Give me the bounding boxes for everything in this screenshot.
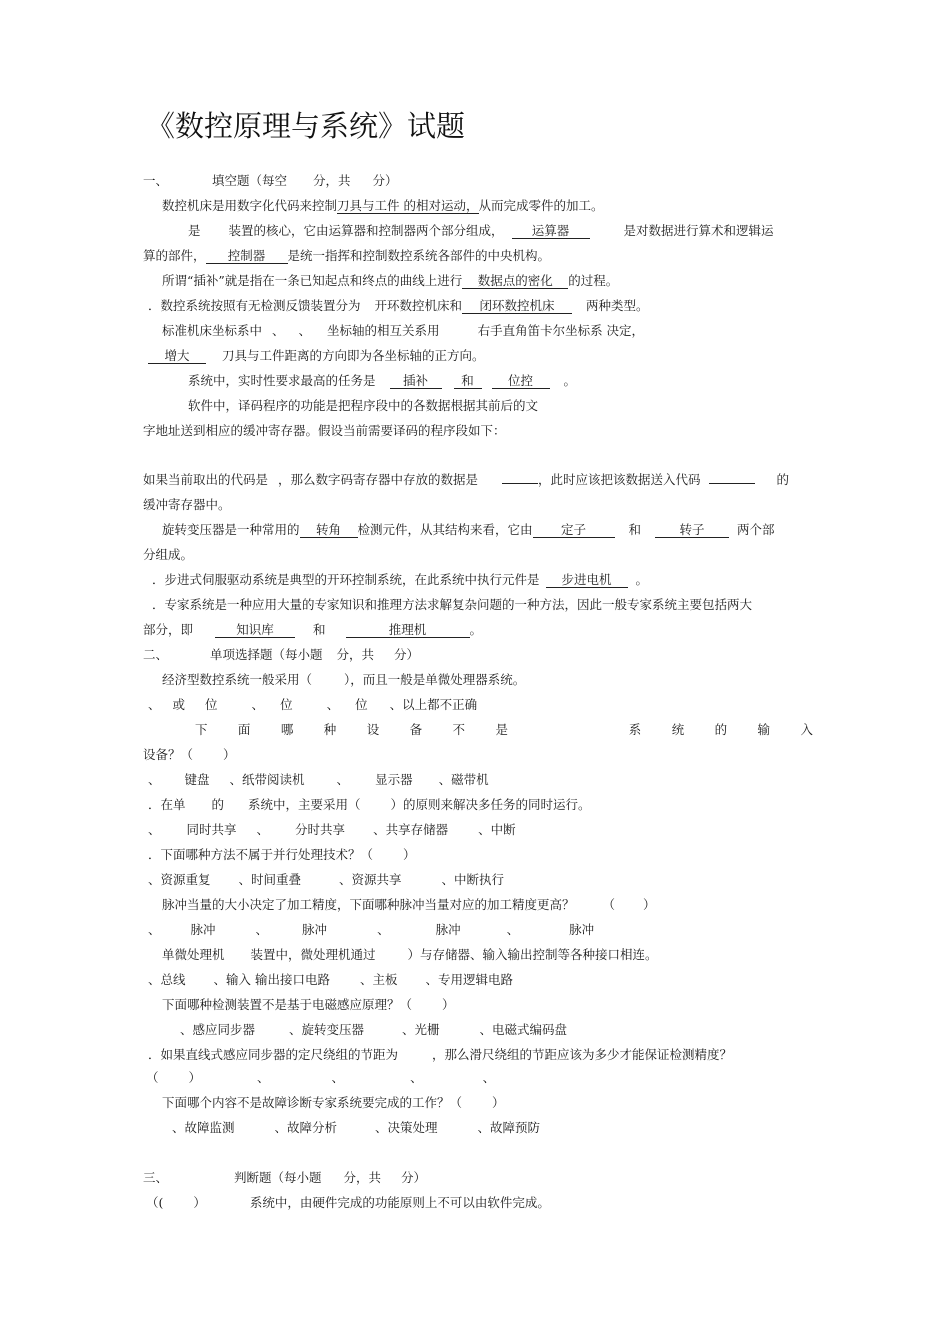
fill-question-2-cont: 算的部件， 控制器 是统一指挥和控制数控系统各部件的中央机构。 [143, 248, 551, 263]
answer-blank: 转子 [655, 523, 729, 538]
choice-question-7-options: 、感应同步器 、旋转变压器 、光栅 、电磁式编码盘 [180, 1022, 568, 1037]
fill-question-9: ．步进式伺服驱动系统是典型的开环控制系统，在此系统中执行元件是 步进电机 。 [152, 572, 649, 587]
choice-question-4-options: 、资源重复 、时间重叠 、资源共享 、中断执行 [148, 872, 505, 887]
fill-question-6: 系统中，实时性要求最高的任务是 插补 和 位控 。 [188, 373, 577, 388]
answer-blank: 推理机 [346, 623, 470, 638]
choice-question-2: 下 面 哪 种 设 备 不 是 系 统 的 输 入 [195, 722, 813, 737]
section-1-number: 一、 [143, 173, 169, 188]
answer-blank: 定子 [533, 523, 615, 538]
fill-question-2: 是 装置的核心，它由运算器和控制器两个部分组成， 运算器 是对数据进行算术和逻辑运 [188, 223, 774, 238]
fill-question-10-cont: 部分，即 知识库 和 推理机 。 [143, 622, 483, 637]
answer-blank: 数据点的密化 [462, 274, 568, 289]
section-1-heading: 一、 填空题（每空 分，共 分） [143, 173, 398, 188]
choice-question-3: ．在单 的 系统中，主要采用（ ）的原则来解决多任务的同时运行。 [148, 797, 591, 812]
choice-question-3-options: 、 同时共享 、 分时共享 、共享存储器 、中断 [148, 822, 516, 837]
answer-blank: 刀具与工件 的相对运动， [337, 198, 479, 213]
fill-question-8-cont: 分组成。 [143, 547, 194, 562]
fill-question-5-cont: 增大 刀具与工件距离的方向即为各坐标轴的正方向。 [148, 348, 485, 364]
fill-question-4: ．数控系统按照有无检测反馈装置分为 开环数控机床和 闭环数控机床 两种类型。 [148, 298, 649, 313]
answer-blank: 步进电机 [546, 573, 628, 588]
choice-question-1: 经济型数控系统一般采用（ ），而且一般是单微处理器系统。 [162, 672, 526, 687]
fill-question-3: 所谓“插补”就是指在一条已知起点和终点的曲线上进行 数据点的密化 的过程。 [162, 273, 619, 288]
choice-question-6-options: 、总线 、输入 输出接口电路 、主板 、专用逻辑电路 [148, 972, 514, 987]
answer-blank: 插补 [390, 374, 442, 389]
choice-question-1-options: 、 或 位 、 位 、 位 、以上都不正确 [148, 697, 478, 712]
fill-question-1: 数控机床是用数字化代码来控制刀具与工件 的相对运动，从而完成零件的加工。 [162, 198, 604, 213]
answer-blank [502, 483, 538, 484]
fill-question-5: 标准机床坐标系中 、 、 坐标轴的相互关系用 右手直角笛卡尔坐标系 决定， [162, 323, 645, 338]
section-3-heading: 三、 判断题（每小题 分，共 分） [143, 1170, 427, 1185]
answer-blank: 控制器 [206, 249, 288, 264]
section-2-heading: 二、 单项选择题（每小题 分，共 分） [143, 647, 420, 662]
choice-question-5-options: 、 脉冲 、 脉冲 、 脉冲 、 脉冲 [148, 922, 595, 937]
choice-question-8-options: （ ） 、 、 、 、 [146, 1070, 496, 1085]
section-2-number: 二、 [143, 647, 169, 662]
answer-blank [709, 483, 755, 484]
fill-question-8: 旋转变压器是一种常用的 转角 检测元件，从其结构来看，它由 定子 和 转子 两个部 [162, 522, 775, 537]
answer-blank: 知识库 [215, 623, 295, 638]
choice-question-6: 单微处理机 装置中，微处理机通过 ）与存储器、输入输出控制等各种接口相连。 [162, 947, 658, 962]
choice-question-2-cont: 设备？（ ） [143, 747, 236, 762]
answer-blank: 增大 [148, 349, 206, 364]
judge-question-1: （( ） 系统中，由硬件完成的功能原则上不可以由软件完成。 [146, 1195, 550, 1210]
answer-blank: 闭环数控机床 [462, 299, 572, 314]
fill-question-7-end: 缓冲寄存器中。 [143, 497, 231, 512]
fill-question-7-prompt: 如果当前取出的代码是 ，那么数字码寄存器中存放的数据是 ，此时应该把该数据送入代码 的 [143, 472, 790, 487]
answer-blank: 运算器 [512, 224, 590, 239]
answer-blank: 转角 [300, 523, 358, 538]
page-title: 《数控原理与系统》试题 [146, 109, 466, 143]
fill-question-7-cont: 字地址送到相应的缓冲寄存器。假设当前需要译码的程序段如下： [143, 423, 506, 438]
fill-question-10: ．专家系统是一种应用大量的专家知识和推理方法求解复杂问题的一种方法，因此一般专家系统主要包括两大 [152, 597, 753, 612]
section-3-number: 三、 [143, 1170, 169, 1185]
choice-question-8: ．如果直线式感应同步器的定尺绕组的节距为 ，那么滑尺绕组的节距应该为多少才能保证检测精度？ [148, 1047, 733, 1062]
fill-question-7: 软件中，译码程序的功能是把程序段中的各数据根据其前后的文 [188, 398, 539, 413]
choice-question-9-options: 、故障监测 、故障分析 、决策处理 、故障预防 [172, 1120, 541, 1135]
choice-question-5: 脉冲当量的大小决定了加工精度，下面哪种脉冲当量对应的加工精度更高？ （ ） [162, 897, 656, 912]
answer-blank: 位控 [492, 374, 550, 389]
choice-question-9: 下面哪个内容不是故障诊断专家系统要完成的工作？（ ） [162, 1095, 505, 1110]
choice-question-4: ．下面哪种方法不属于并行处理技术？（ ） [148, 847, 416, 862]
choice-question-2-options: 、 键盘 、纸带阅读机 、 显示器 、磁带机 [148, 772, 489, 787]
choice-question-7: 下面哪种检测装置不是基于电磁感应原理？（ ） [162, 997, 455, 1012]
